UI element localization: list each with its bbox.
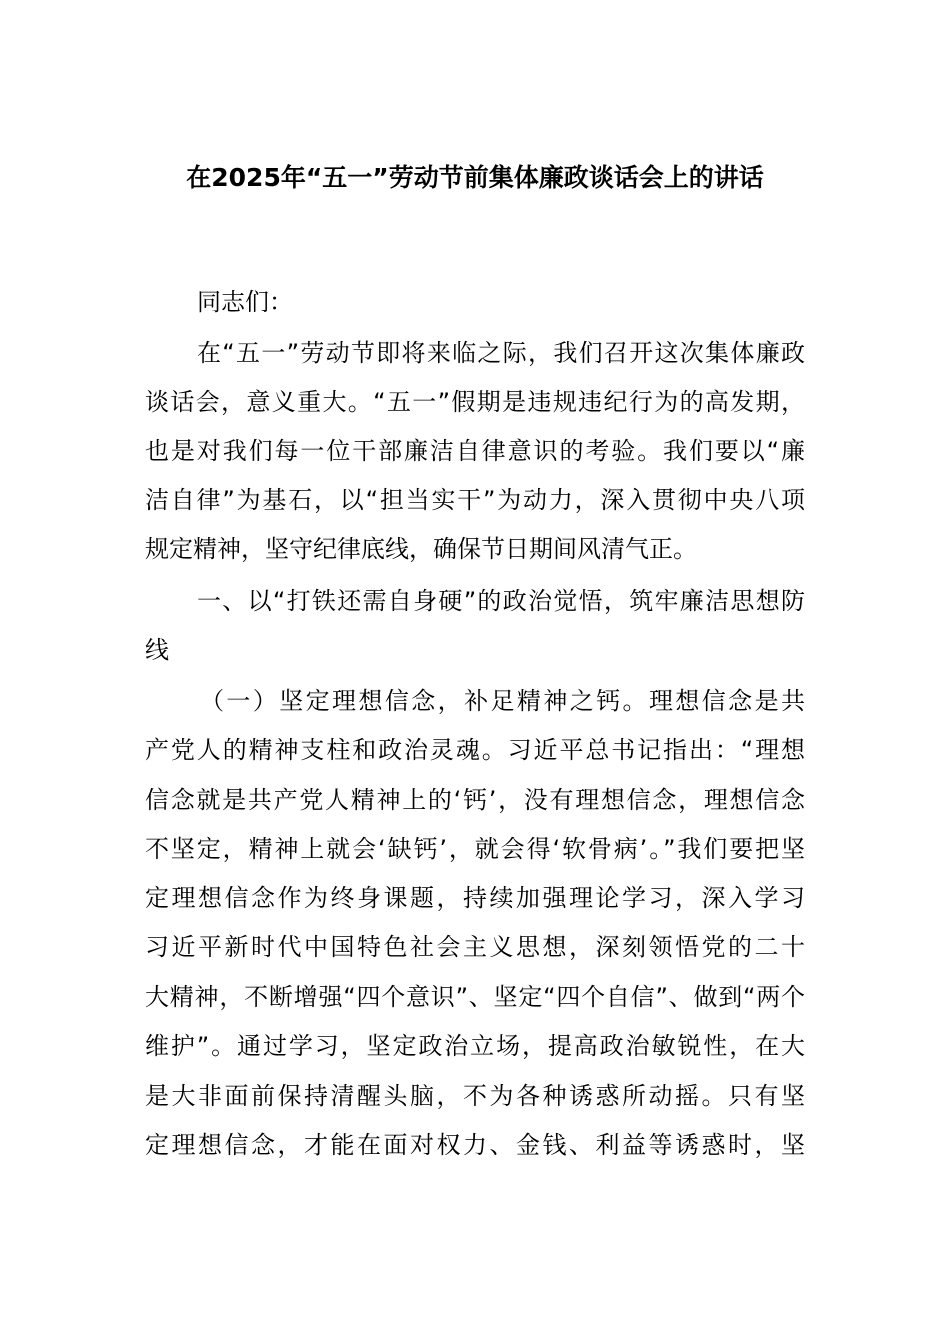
section-heading-line: 线 [145,636,169,664]
salutation: 同志们： [197,288,293,316]
paragraph-line: 信念就是共产党人精神上的‘钙’，没有理想信念，理想信念 [145,786,805,814]
paragraph-line: 是大非面前保持清醒头脑，不为各种诱惑所动摇。只有坚 [145,1082,805,1110]
paragraph-line: 维护”。通过学习，坚定政治立场，提高政治敏锐性，在大 [145,1032,805,1060]
paragraph-line: 定理想信念，才能在面对权力、金钱、利益等诱惑时，坚 [145,1131,805,1159]
paragraph-line: 在“五一”劳动节即将来临之际，我们召开这次集体廉政 [197,339,805,367]
paragraph-line: 产党人的精神支柱和政治灵魂。习近平总书记指出：“理想 [145,736,805,764]
paragraph-line: 谈话会，意义重大。“五一”假期是违规违纪行为的高发期， [145,388,805,416]
document-title: 在2025年“五一”劳动节前集体廉政谈话会上的讲话 [186,163,764,192]
paragraph-line: 习近平新时代中国特色社会主义思想，深刻领悟党的二十 [145,933,805,961]
paragraph-line: 规定精神，坚守纪律底线，确保节日期间风清气正。 [145,535,697,563]
section-heading-line: 一、以“打铁还需自身硬”的政治觉悟，筑牢廉洁思想防 [197,587,805,615]
paragraph-line: 大精神，不断增强“四个意识”、坚定“四个自信”、做到“两个 [145,983,805,1011]
paragraph-line: （一）坚定理想信念，补足精神之钙。理想信念是共 [200,687,805,715]
paragraph-line: 洁自律”为基石，以“担当实干”为动力，深入贯彻中央八项 [145,486,805,514]
paragraph-line: 也是对我们每一位干部廉洁自律意识的考验。我们要以“廉 [145,437,805,465]
paragraph-line: 定理想信念作为终身课题，持续加强理论学习，深入学习 [145,884,805,912]
paragraph-line: 不坚定，精神上就会‘缺钙’，就会得‘软骨病’。”我们要把坚 [145,835,805,863]
